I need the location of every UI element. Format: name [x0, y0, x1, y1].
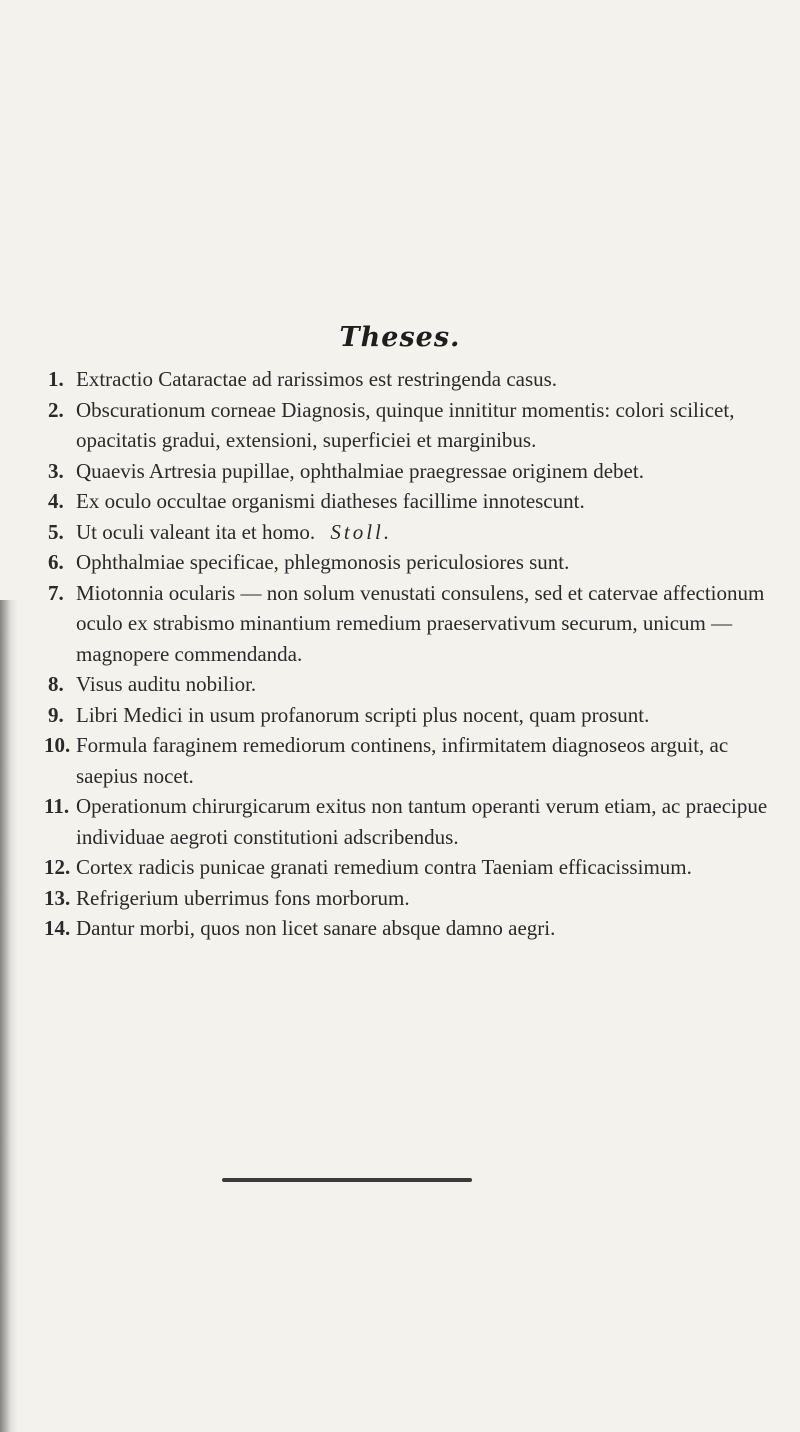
- thesis-item: [48, 517, 778, 548]
- thesis-text: Refrigerium uberrimus fons morborum.: [76, 885, 410, 910]
- thesis-text: Ex oculo occultae organismi diatheses facillime innotescunt.: [76, 489, 585, 513]
- thesis-item: [48, 456, 778, 487]
- thesis-number: 11.: [44, 794, 70, 818]
- closing-rule-divider: [222, 1178, 472, 1182]
- thesis-text: Ut oculi valeant ita et homo.: [76, 519, 316, 544]
- page-title: Theses.: [339, 322, 461, 353]
- thesis-number: 2.: [48, 397, 64, 422]
- thesis-item: [48, 669, 778, 700]
- thesis-item: [48, 578, 778, 670]
- thesis-item: [44, 852, 778, 883]
- thesis-text: Extractio Cataractae ad rarissimos est restringenda casus.: [76, 367, 558, 391]
- thesis-text: Formula faraginem remediorum continens, infirmitatem diagnoseos arguit, ac saepius nocet.: [76, 733, 729, 788]
- thesis-number: 5.: [48, 519, 64, 544]
- thesis-number: 6.: [48, 550, 64, 574]
- thesis-number: 14.: [44, 916, 71, 940]
- thesis-text: Visus auditu nobilior.: [76, 672, 257, 696]
- thesis-number: 13.: [44, 885, 71, 910]
- thesis-item: [44, 883, 778, 914]
- thesis-signature: Stoll.: [330, 519, 393, 544]
- thesis-item: [48, 364, 778, 395]
- thesis-text: Quaevis Artresia pupillae, ophthalmiae praegressae originem debet.: [76, 458, 644, 483]
- theses-list: [44, 364, 778, 944]
- thesis-number: 4.: [48, 489, 64, 513]
- thesis-number: 3.: [48, 458, 64, 483]
- thesis-number: 7.: [48, 580, 64, 605]
- thesis-text: Cortex radicis punicae granati remedium contra Taeniam efficacissimum.: [76, 855, 692, 879]
- thesis-number: 1.: [48, 367, 64, 391]
- thesis-item: [48, 395, 778, 456]
- thesis-text: Ophthalmiae specificae, phlegmonosis periculosiores sunt.: [76, 550, 570, 574]
- thesis-number: 12.: [44, 855, 71, 879]
- thesis-text: Obscurationum corneae Diagnosis, quinque innititur momentis: colori scilicet, opacitatis gradui, extensioni, superficiei et marginibus.: [76, 397, 735, 452]
- thesis-text: Libri Medici in usum profanorum scripti plus nocent, quam prosunt.: [76, 702, 650, 727]
- thesis-item: [44, 730, 778, 791]
- thesis-item: [48, 700, 778, 731]
- page-edge-shadow: [0, 600, 18, 1432]
- thesis-number: 9.: [48, 702, 64, 727]
- thesis-number: 8.: [48, 672, 64, 696]
- thesis-item: [48, 547, 778, 578]
- thesis-item: [44, 913, 778, 944]
- thesis-text: Dantur morbi, quos non licet sanare absque damno aegri.: [76, 916, 556, 940]
- thesis-number: 10.: [44, 733, 71, 757]
- thesis-item: [48, 486, 778, 517]
- thesis-item: [44, 791, 778, 852]
- thesis-text: Operationum chirurgicarum exitus non tantum operanti verum etiam, ac praecipue individuae aegroti constitutioni adscribendus.: [76, 794, 768, 849]
- thesis-text: Miotonnia ocularis — non solum venustati consulens, sed et catervae affectionum oculo ex strabismo minantium remedium praeservativum securum, unicum — magnopere commendanda.: [76, 580, 765, 666]
